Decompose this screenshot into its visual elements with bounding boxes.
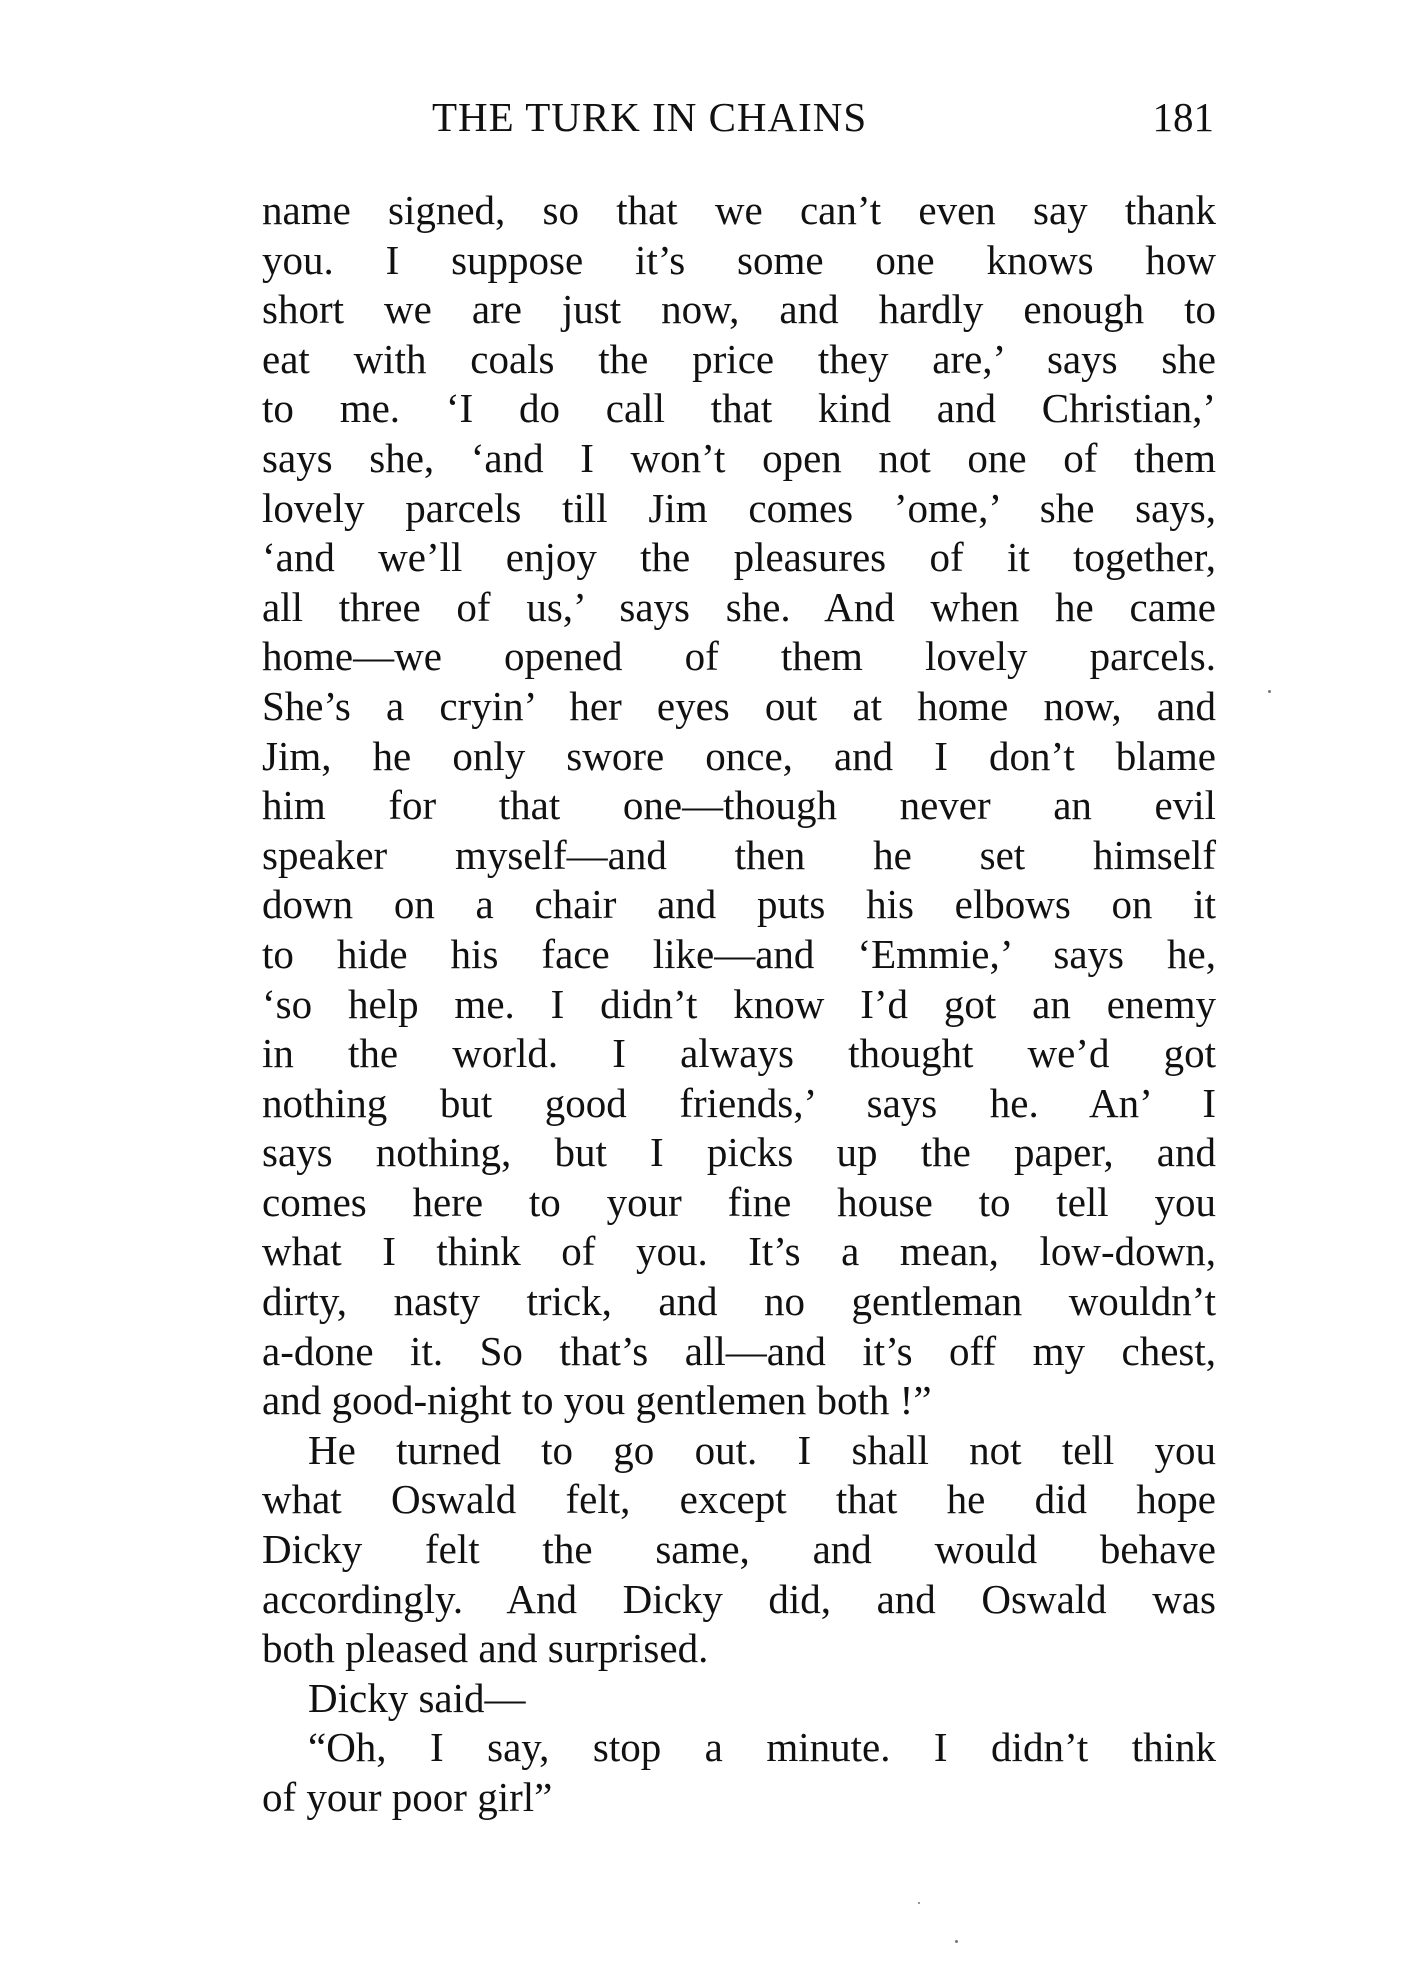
text-line: home—we opened of them lovely parcels. <box>262 633 1216 680</box>
text-line: dirty, nasty trick, and no gentleman wouldn’t <box>262 1278 1216 1325</box>
text-line: speaker myself—and then he set himself <box>262 831 1216 878</box>
text-line: him for that one—though never an evil <box>262 782 1216 829</box>
text-line: Jim, he only swore once, and I don’t blame <box>262 732 1216 779</box>
text-line: all three of us,’ says she. And when he came <box>262 583 1216 630</box>
text-line: says nothing, but I picks up the paper, and <box>262 1129 1216 1176</box>
page-header <box>262 92 1216 142</box>
text-line: He turned to go out. I shall not tell you <box>308 1426 1216 1473</box>
text-line: what Oswald felt, except that he did hope <box>262 1476 1216 1523</box>
text-line: of your poor girl” <box>262 1774 553 1820</box>
text-line: She’s a cryin’ her eyes out at home now, and <box>262 682 1216 729</box>
text-line: Dicky felt the same, and would behave <box>262 1526 1216 1573</box>
text-line: Dicky said— <box>308 1674 526 1721</box>
paper-speck <box>955 1940 958 1943</box>
text-line: what I think of you. It’s a mean, low-down, <box>262 1228 1216 1275</box>
text-line: lovely parcels till Jim comes ’ome,’ she says, <box>262 484 1216 531</box>
text-line: to me. ‘I do call that kind and Christian,’ <box>262 385 1216 432</box>
text-line: and good-night to you gentlemen both !” <box>262 1377 932 1424</box>
text-line: accordingly. And Dicky did, and Oswald was <box>262 1575 1216 1622</box>
text-line: says she, ‘and I won’t open not one of them <box>262 434 1216 481</box>
text-line: nothing but good friends,’ says he. An’ I <box>262 1079 1216 1126</box>
body-text <box>262 186 1216 1823</box>
text-line: eat with coals the price they are,’ says she <box>262 335 1216 382</box>
text-line: “Oh, I say, stop a minute. I didn’t think <box>308 1724 1216 1771</box>
text-line: comes here to your fine house to tell you <box>262 1178 1216 1225</box>
text-line: name signed, so that we can’t even say thank <box>262 187 1216 233</box>
text-line: down on a chair and puts his elbows on it <box>262 881 1216 928</box>
text-line: you. I suppose it’s some one knows how <box>262 236 1216 283</box>
paper-speck <box>918 1902 920 1904</box>
page-number: 181 <box>1152 94 1214 140</box>
text-line: ‘and we’ll enjoy the pleasures of it together, <box>262 534 1216 581</box>
text-line: short we are just now, and hardly enough to <box>262 286 1216 333</box>
text-line: ‘so help me. I didn’t know I’d got an enemy <box>262 980 1216 1027</box>
paper-speck <box>1268 690 1271 693</box>
text-line: both pleased and surprised. <box>262 1625 709 1672</box>
text-line: to hide his face like—and ‘Emmie,’ says he, <box>262 930 1216 977</box>
text-line: in the world. I always thought we’d got <box>262 1030 1216 1077</box>
running-title: THE TURK IN CHAINS <box>432 94 868 140</box>
text-line: a-done it. So that’s all—and it’s off my chest, <box>262 1327 1216 1374</box>
